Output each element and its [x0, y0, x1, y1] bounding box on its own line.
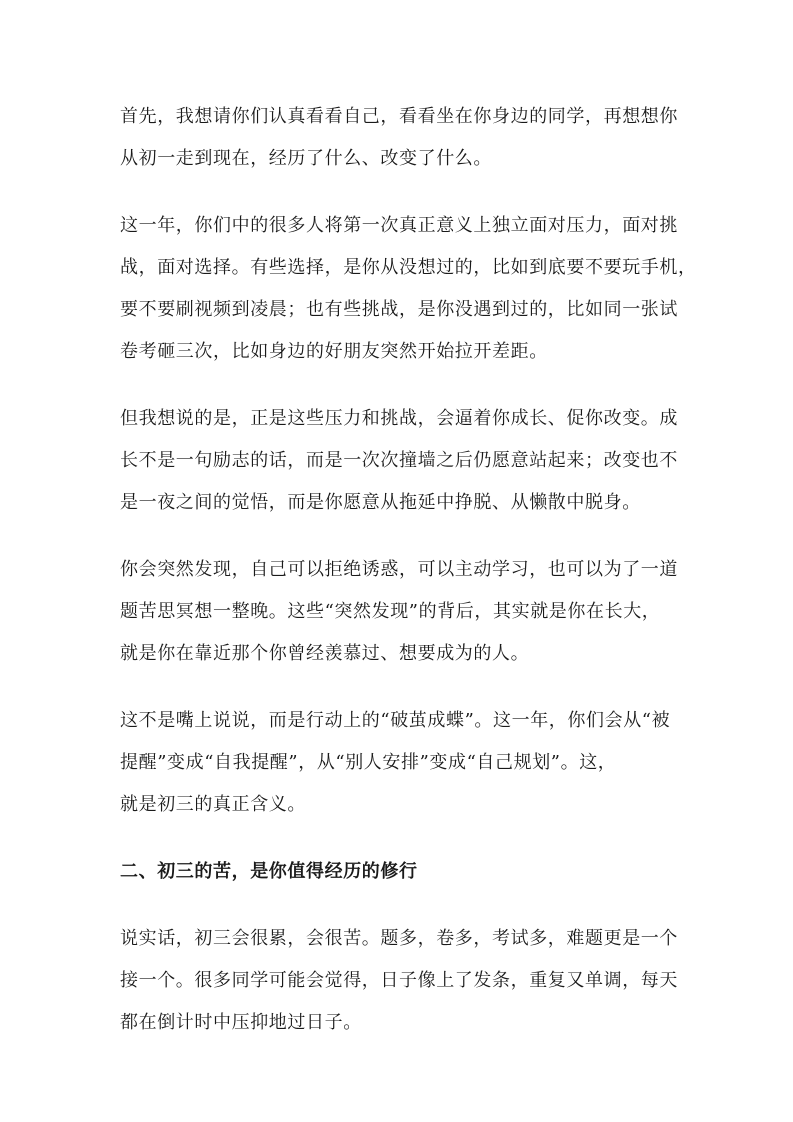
text-line: 从初一走到现在，经历了什么、改变了什么。 — [120, 148, 492, 169]
text-line: 是一夜之间的觉悟，而是你愿意从拖延中挣脱、从懒散中脱身。 — [120, 492, 641, 513]
text-line: 长不是一句励志的话，而是一次次撞墙之后仍愿意站起来；改变也不 — [120, 450, 678, 471]
text-line: 接一个。很多同学可能会觉得，日子像上了发条，重复又单调，每天 — [120, 970, 678, 991]
paragraph-6 — [120, 918, 693, 1044]
text-line: 但我想说的是，正是这些压力和挑战，会逼着你成长、促你改变。成 — [120, 408, 678, 429]
section-heading: 二、初三的苦，是你值得经历的修行 — [120, 861, 418, 882]
text-line: 提醒”变成“自我提醒”，从“别人安排”变成“自己规划”。这， — [120, 752, 617, 773]
text-line: 说实话，初三会很累，会很苦。题多，卷多，考试多，难题更是一个 — [120, 928, 678, 949]
paragraph-1 — [120, 96, 693, 180]
text-line: 首先，我想请你们认真看看自己，看看坐在你身边的同学，再想想你 — [120, 106, 678, 127]
paragraph-5 — [120, 700, 693, 826]
text-line: 卷考砸三次，比如身边的好朋友突然开始拉开差距。 — [120, 341, 548, 362]
text-line: 就是你在靠近那个你曾经羡慕过、想要成为的人。 — [120, 643, 530, 664]
document-body — [120, 96, 697, 1069]
text-line: 这一年，你们中的很多人将第一次真正意义上独立面对压力，面对挑 — [120, 215, 678, 236]
paragraph-4 — [120, 549, 693, 675]
text-line: 这不是嘴上说说，而是行动上的“破茧成蝶”。这一年，你们会从“被 — [120, 710, 671, 731]
paragraph-3 — [120, 398, 693, 524]
text-line: 要不要刷视频到凌晨；也有些挑战，是你没遇到过的，比如同一张试 — [120, 299, 678, 320]
text-line: 就是初三的真正含义。 — [120, 794, 306, 815]
text-line: 你会突然发现，自己可以拒绝诱惑，可以主动学习，也可以为了一道 — [120, 559, 678, 580]
text-line: 都在倒计时中压抑地过日子。 — [120, 1012, 362, 1033]
text-line: 战，面对选择。有些选择，是你从没想过的，比如到底要不要玩手机， — [120, 257, 697, 278]
text-line: 题苦思冥想一整晚。这些“突然发现”的背后，其实就是你在长大， — [120, 601, 661, 622]
paragraph-2 — [120, 205, 697, 373]
